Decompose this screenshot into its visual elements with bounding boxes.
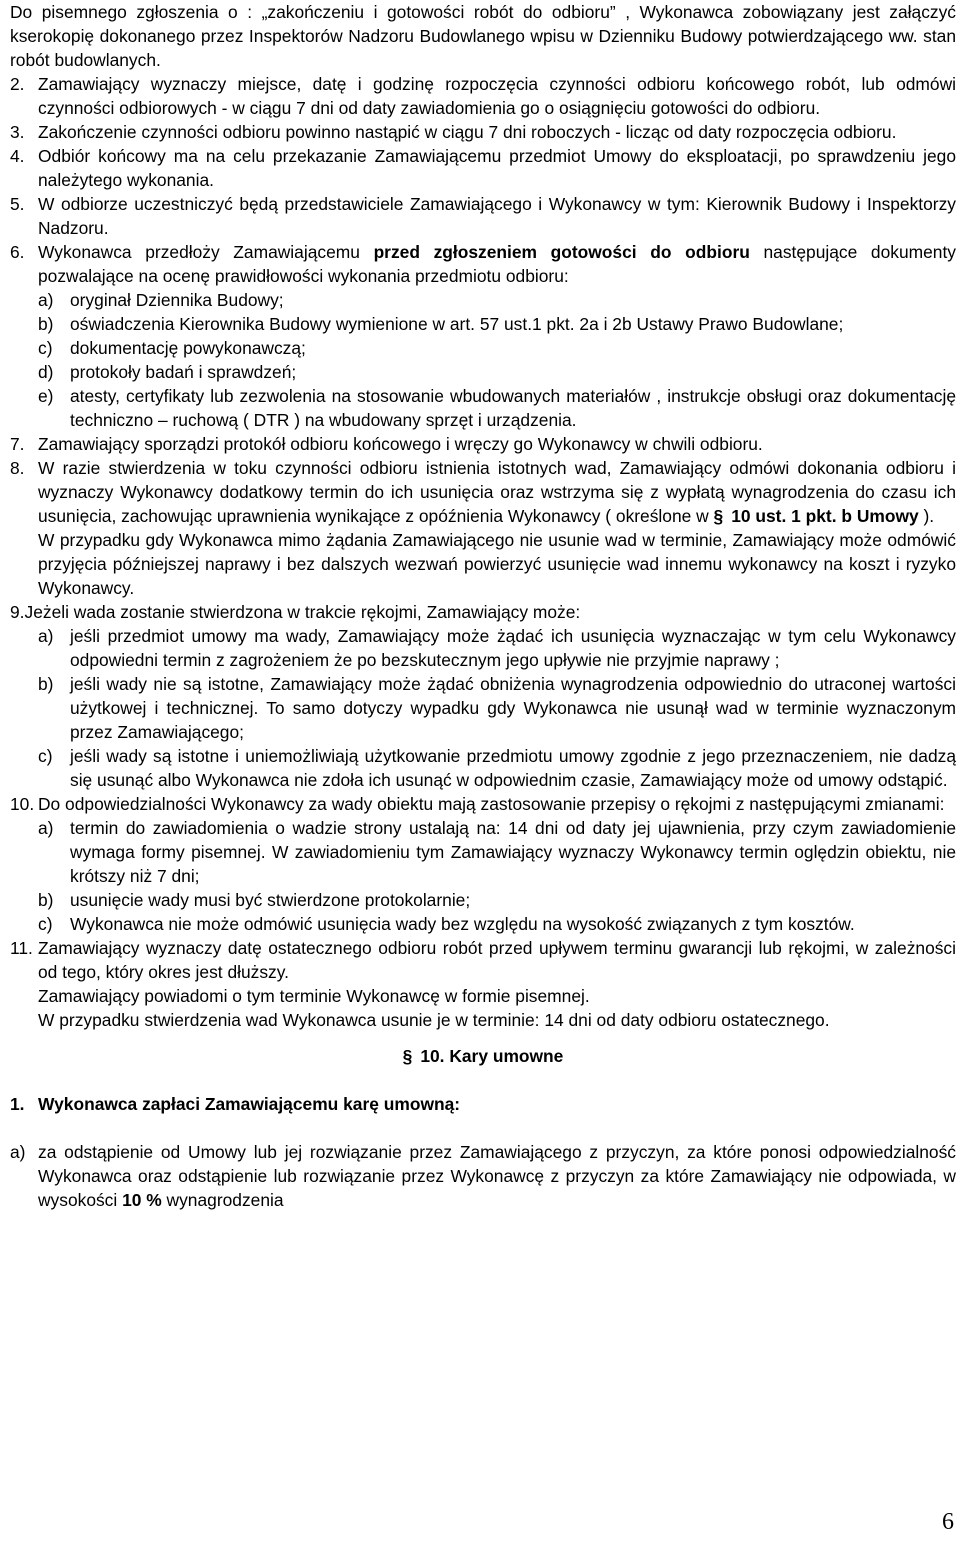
intro-paragraph: Do pisemnego zgłoszenia o : „zakończeniu i gotowości robót do odbioru” , Wykonawca zobowiązany jest załączyć kserokopię dokonanego przez Inspektorów Nadzoru Budowlanego wpisu w Dzienniku Budowy potwierdzającego ww. stan robót budowlanych.	[10, 2, 956, 70]
item-5	[10, 192, 956, 240]
item-text-ref: 10 ust. 1 pkt. b Umowy	[731, 506, 919, 526]
item-9-heading: 9.Jeżeli wada zostanie stwierdzona w trakcie rękojmi, Zamawiający może:	[10, 602, 581, 622]
item-10-b	[10, 888, 956, 912]
sub-label: e)	[38, 386, 54, 406]
sub-label: b)	[38, 314, 54, 334]
section-sign-icon: §	[713, 506, 724, 526]
item-text-3: W przypadku stwierdzenia wad Wykonawca usunie je w terminie: 14 dni od daty odbioru ostatecznego.	[38, 1010, 830, 1030]
page-number: 6	[942, 1509, 954, 1535]
item-text	[38, 456, 956, 528]
penalty-item-a	[10, 1140, 956, 1212]
item-number: 11.	[10, 938, 33, 958]
item-number: 8.	[10, 458, 25, 478]
item-text	[38, 240, 956, 288]
item-6-b	[10, 312, 956, 336]
item-text: W odbiorze uczestniczyć będą przedstawiciele Zamawiającego i Wykonawcy w tym: Kierownik Budowy i Inspektorzy Nadzoru.	[38, 194, 956, 238]
item-text: Zamawiający wyznaczy datę ostatecznego odbioru robót przed upływem terminu gwarancji lub rękojmi, w zależności od tego, który okres jest dłuższy.	[38, 938, 956, 982]
item-6-e	[10, 384, 956, 432]
item-number: 10.	[10, 794, 35, 814]
sub-text: jeśli wady nie są istotne, Zamawiający może żądać obniżenia wynagrodzenia odpowiednio do utraconej wartości użytkowej i technicznej. To samo dotyczy wypadku gdy Wykonawca nie usunął wad w terminie wyznaczonym przez Zamawiającego;	[70, 674, 956, 742]
sub-label: a)	[38, 818, 54, 838]
item-number: 3.	[10, 122, 25, 142]
item-10	[10, 792, 956, 816]
item-text: Zakończenie czynności odbioru powinno nastąpić w ciągu 7 dni roboczych - licząc od daty rozpoczęcia odbioru.	[38, 122, 897, 142]
item-text-pre: za odstąpienie od Umowy lub jej rozwiązanie przez Zamawiającego z przyczyn, za które ponosi odpowiedzialność Wykonawca oraz odstąpienie lub rozwiązanie przez Wykonawcę z przyczyn za które Zamawiający nie odpowiada, w wysokości	[38, 1142, 956, 1210]
item-number: 5.	[10, 194, 25, 214]
item-text-2: W przypadku gdy Wykonawca mimo żądania Zamawiającego nie usunie wad w terminie, Zamawiający może odmówić przyjęcia późniejszej naprawy i bez dalszych wezwań powierzyć usunięcie wad innemu wykonawcy na koszt i ryzyko Wykonawcy.	[38, 530, 956, 598]
sub-label: c)	[38, 746, 53, 766]
sub-text: oryginał Dziennika Budowy;	[70, 290, 284, 310]
item-number: 7.	[10, 434, 25, 454]
item-7	[10, 432, 956, 456]
sub-text: Wykonawca nie może odmówić usunięcia wady bez względu na wysokość związanych z tym kosztów.	[70, 914, 855, 934]
item-8	[10, 456, 956, 600]
item-10-c	[10, 912, 956, 936]
section-title: 10. Kary umowne	[420, 1046, 564, 1066]
item-text: Wykonawca zapłaci Zamawiającemu karę umowną:	[38, 1094, 461, 1114]
sub-label: a)	[38, 626, 54, 646]
section-sign-icon: §	[402, 1046, 413, 1066]
item-text-post: następujące dokumenty pozwalające na ocenę prawidłowości wykonania przedmiotu odbioru:	[38, 242, 956, 286]
item-3	[10, 120, 956, 144]
document-body	[10, 0, 956, 1212]
sub-label: c)	[38, 338, 53, 358]
sub-text: dokumentację powykonawczą;	[70, 338, 306, 358]
item-text: Odbiór końcowy ma na celu przekazanie Zamawiającemu przedmiot Umowy do eksploatacji, po sprawdzeniu jego należytego wykonania.	[38, 146, 956, 190]
sub-label: b)	[38, 890, 54, 910]
item-number: 4.	[10, 146, 25, 166]
item-number: 1.	[10, 1094, 25, 1114]
item-4	[10, 144, 956, 192]
sub-text: jeśli przedmiot umowy ma wady, Zamawiający może żądać ich usunięcia wyznaczając w tym celu Wykonawcy odpowiedni termin z zagrożeniem że po bezskutecznym jego upływie nie przyjmie naprawy ;	[70, 626, 956, 670]
item-text: Zamawiający sporządzi protokół odbioru końcowego i wręczy go Wykonawcy w chwili odbioru.	[38, 434, 763, 454]
item-6-d	[10, 360, 956, 384]
sub-text: usunięcie wady musi być stwierdzone protokolarnie;	[70, 890, 471, 910]
item-6-a	[10, 288, 956, 312]
item-9-a	[10, 624, 956, 672]
item-text: Zamawiający wyznaczy miejsce, datę i godzinę rozpoczęcia czynności odbioru końcowego robót, lub odmówi czynności odbiorowych - w ciągu 7 dni od daty zawiadomienia go o osiągnięciu gotowości do odbioru.	[38, 74, 956, 118]
sub-label: a)	[38, 290, 54, 310]
item-text	[38, 1140, 956, 1212]
item-11	[10, 936, 956, 1032]
item-text-ref-end: ).	[918, 506, 935, 526]
item-text: Do odpowiedzialności Wykonawcy za wady obiektu mają zastosowanie przepisy o rękojmi z następującymi zmianami:	[38, 794, 945, 814]
item-label: a)	[10, 1142, 26, 1162]
item-9-b	[10, 672, 956, 744]
sub-label: c)	[38, 914, 53, 934]
item-text-post: wynagrodzenia	[161, 1190, 284, 1210]
sub-label: d)	[38, 362, 54, 382]
item-text-pre: Wykonawca przedłoży Zamawiającemu	[38, 242, 374, 262]
item-9-c	[10, 744, 956, 792]
item-text-bold: 10 %	[122, 1190, 162, 1210]
item-10-a	[10, 816, 956, 888]
item-number: 2.	[10, 74, 25, 94]
item-number: 6.	[10, 242, 25, 262]
item-6	[10, 240, 956, 288]
sub-label: b)	[38, 674, 54, 694]
item-text-2: Zamawiający powiadomi o tym terminie Wykonawcę w formie pisemnej.	[38, 986, 590, 1006]
sub-text: protokoły badań i sprawdzeń;	[70, 362, 297, 382]
item-6-c	[10, 336, 956, 360]
section-heading	[10, 1044, 956, 1068]
item-text-bold: przed zgłoszeniem gotowości do odbioru	[373, 242, 750, 262]
sub-text: jeśli wady są istotne i uniemożliwiają użytkowanie przedmiotu umowy zgodnie z jego przeznaczeniem, nie dadzą się usunąć albo Wykonawca nie zdoła ich usunąć w odpowiednim czasie, Zamawiający może od umowy odstąpić.	[70, 746, 956, 790]
sub-text: atesty, certyfikaty lub zezwolenia na stosowanie wbudowanych materiałów , instrukcje obsługi oraz dokumentację techniczno – ruchową ( DTR ) na wbudowany sprzęt i urządzenia.	[70, 386, 956, 430]
item-2	[10, 72, 956, 120]
sub-text: termin do zawiadomienia o wadzie strony ustalają na: 14 dni od daty jej ujawnienia, przy czym zawiadomienie wymaga formy pisemnej. W zawiadomieniu tym Zamawiający wyznaczy Wykonawcy termin oględzin obiektu, nie krótszy niż 7 dni;	[70, 818, 956, 886]
sub-text: oświadczenia Kierownika Budowy wymienione w art. 57 ust.1 pkt. 2a i 2b Ustawy Prawo Budowlane;	[70, 314, 844, 334]
item-text-main: W razie stwierdzenia w toku czynności odbioru istnienia istotnych wad, Zamawiający odmówi dokonania odbioru i wyznaczy Wykonawcy dodatkowy termin do ich usunięcia oraz wstrzyma się z wypłatą wynagrodzenia do czasu ich usunięcia, zachowując uprawnienia wynikające z opóźnienia Wykonawcy ( określone w	[38, 458, 956, 526]
penalty-item-1	[10, 1092, 956, 1116]
